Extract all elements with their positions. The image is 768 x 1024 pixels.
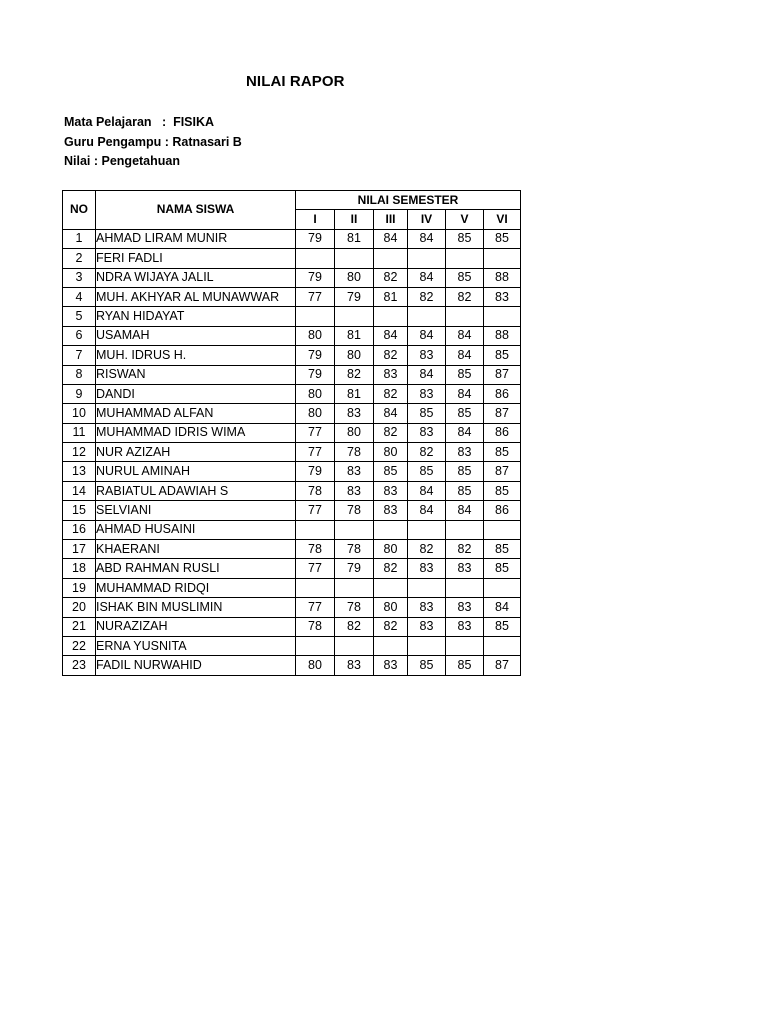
score-cell: 77: [296, 598, 335, 617]
score-cell: 78: [296, 617, 335, 636]
score-cell: 79: [335, 287, 374, 306]
score-cell: [484, 520, 521, 539]
table-row: [63, 384, 521, 403]
table-row: [63, 346, 521, 365]
score-cell: 85: [484, 559, 521, 578]
score-cell: 80: [374, 598, 408, 617]
table-row: [63, 598, 521, 617]
header-semester-col: VI: [484, 210, 521, 229]
score-cell: 88: [484, 268, 521, 287]
score-cell: 82: [446, 287, 484, 306]
score-cell: [446, 636, 484, 655]
table-header-row: [63, 191, 521, 210]
row-number: 21: [63, 617, 96, 636]
grades-table-body: [63, 229, 521, 675]
score-cell: 79: [296, 365, 335, 384]
student-name: FADIL NURWAHID: [96, 656, 296, 675]
student-name: RABIATUL ADAWIAH S: [96, 481, 296, 500]
header-semester-col: I: [296, 210, 335, 229]
table-row: [63, 462, 521, 481]
score-cell: 87: [484, 365, 521, 384]
student-name: ERNA YUSNITA: [96, 636, 296, 655]
score-cell: 83: [374, 501, 408, 520]
student-name: MUHAMMAD RIDQI: [96, 578, 296, 597]
score-cell: 78: [335, 501, 374, 520]
row-number: 7: [63, 346, 96, 365]
score-cell: [296, 578, 335, 597]
score-cell: [296, 520, 335, 539]
student-name: MUH. IDRUS H.: [96, 346, 296, 365]
score-cell: 82: [335, 617, 374, 636]
score-cell: 84: [446, 384, 484, 403]
student-name: NURUL AMINAH: [96, 462, 296, 481]
score-cell: 87: [484, 656, 521, 675]
score-cell: 84: [374, 404, 408, 423]
table-row: [63, 481, 521, 500]
score-cell: 85: [446, 404, 484, 423]
table-row: [63, 229, 521, 248]
row-number: 16: [63, 520, 96, 539]
score-cell: 82: [335, 365, 374, 384]
score-cell: 80: [335, 346, 374, 365]
row-number: 5: [63, 307, 96, 326]
score-cell: 80: [296, 656, 335, 675]
score-cell: 85: [446, 481, 484, 500]
row-number: 23: [63, 656, 96, 675]
score-cell: [296, 636, 335, 655]
score-cell: 85: [484, 481, 521, 500]
row-number: 13: [63, 462, 96, 481]
table-row: [63, 365, 521, 384]
header-semester-col: IV: [408, 210, 446, 229]
score-cell: 83: [484, 287, 521, 306]
table-row: [63, 443, 521, 462]
score-cell: 85: [408, 656, 446, 675]
score-cell: 87: [484, 462, 521, 481]
student-name: NUR AZIZAH: [96, 443, 296, 462]
score-cell: 78: [296, 540, 335, 559]
score-cell: 84: [408, 365, 446, 384]
score-cell: 77: [296, 501, 335, 520]
row-number: 1: [63, 229, 96, 248]
score-cell: 80: [335, 268, 374, 287]
score-cell: 86: [484, 501, 521, 520]
score-cell: 85: [408, 462, 446, 481]
score-cell: 85: [484, 346, 521, 365]
student-name: AHMAD HUSAINI: [96, 520, 296, 539]
row-number: 17: [63, 540, 96, 559]
subject-line: Mata Pelajaran : FISIKA: [64, 115, 215, 129]
score-cell: 84: [446, 423, 484, 442]
student-name: FERI FADLI: [96, 249, 296, 268]
score-cell: 79: [296, 229, 335, 248]
score-cell: 77: [296, 287, 335, 306]
score-cell: [374, 307, 408, 326]
score-cell: [446, 520, 484, 539]
score-cell: [484, 307, 521, 326]
row-number: 4: [63, 287, 96, 306]
table-row: [63, 287, 521, 306]
score-cell: 80: [374, 443, 408, 462]
score-cell: 84: [408, 326, 446, 345]
score-cell: 85: [374, 462, 408, 481]
score-cell: 84: [408, 268, 446, 287]
score-cell: 84: [374, 326, 408, 345]
score-cell: 83: [408, 598, 446, 617]
score-cell: 81: [335, 326, 374, 345]
student-name: SELVIANI: [96, 501, 296, 520]
score-cell: [335, 578, 374, 597]
score-cell: 82: [374, 559, 408, 578]
score-cell: 78: [296, 481, 335, 500]
score-cell: 80: [374, 540, 408, 559]
score-cell: [484, 636, 521, 655]
row-number: 15: [63, 501, 96, 520]
student-name: NURAZIZAH: [96, 617, 296, 636]
score-cell: 77: [296, 443, 335, 462]
score-cell: 84: [484, 598, 521, 617]
score-cell: 79: [335, 559, 374, 578]
row-number: 6: [63, 326, 96, 345]
student-name: RISWAN: [96, 365, 296, 384]
score-cell: 84: [408, 481, 446, 500]
student-name: ABD RAHMAN RUSLI: [96, 559, 296, 578]
score-cell: 82: [374, 423, 408, 442]
header-semester: NILAI SEMESTER: [296, 191, 521, 210]
score-cell: 83: [408, 617, 446, 636]
score-cell: [446, 307, 484, 326]
score-cell: 80: [296, 384, 335, 403]
score-cell: [408, 636, 446, 655]
score-cell: 85: [446, 656, 484, 675]
score-cell: [296, 307, 335, 326]
score-cell: 85: [484, 443, 521, 462]
header-semester-col: V: [446, 210, 484, 229]
score-cell: 85: [446, 229, 484, 248]
score-cell: [374, 249, 408, 268]
score-cell: [335, 307, 374, 326]
table-row: [63, 559, 521, 578]
score-cell: 85: [484, 540, 521, 559]
score-cell: 82: [374, 617, 408, 636]
score-cell: 81: [335, 384, 374, 403]
score-cell: 82: [374, 268, 408, 287]
score-cell: 85: [446, 462, 484, 481]
table-row: [63, 249, 521, 268]
student-name: DANDI: [96, 384, 296, 403]
score-cell: 84: [374, 229, 408, 248]
score-cell: 84: [446, 326, 484, 345]
score-cell: 78: [335, 598, 374, 617]
row-number: 9: [63, 384, 96, 403]
student-name: MUHAMMAD ALFAN: [96, 404, 296, 423]
student-name: RYAN HIDAYAT: [96, 307, 296, 326]
table-row: [63, 520, 521, 539]
score-cell: 85: [484, 617, 521, 636]
student-name: MUHAMMAD IDRIS WIMA: [96, 423, 296, 442]
score-cell: 84: [446, 501, 484, 520]
score-cell: 84: [446, 346, 484, 365]
table-row: [63, 656, 521, 675]
score-cell: [408, 578, 446, 597]
row-number: 2: [63, 249, 96, 268]
score-cell: 83: [408, 423, 446, 442]
row-number: 8: [63, 365, 96, 384]
table-row: [63, 540, 521, 559]
score-cell: 81: [374, 287, 408, 306]
row-number: 14: [63, 481, 96, 500]
score-cell: 87: [484, 404, 521, 423]
table-row: [63, 307, 521, 326]
score-cell: 85: [446, 365, 484, 384]
score-cell: 83: [374, 481, 408, 500]
score-cell: [374, 520, 408, 539]
score-cell: 83: [408, 346, 446, 365]
score-cell: [374, 636, 408, 655]
score-cell: 78: [335, 540, 374, 559]
header-name: NAMA SISWA: [96, 191, 296, 230]
table-row: [63, 404, 521, 423]
score-cell: 85: [446, 268, 484, 287]
score-cell: 79: [296, 462, 335, 481]
score-cell: 84: [408, 229, 446, 248]
score-cell: 83: [335, 656, 374, 675]
score-cell: 79: [296, 268, 335, 287]
score-cell: 78: [335, 443, 374, 462]
table-row: [63, 617, 521, 636]
score-cell: 79: [296, 346, 335, 365]
header-semester-col: II: [335, 210, 374, 229]
score-cell: 82: [408, 540, 446, 559]
table-row: [63, 326, 521, 345]
student-name: KHAERANI: [96, 540, 296, 559]
table-row: [63, 268, 521, 287]
grade-type-line: Nilai : Pengetahuan: [64, 154, 180, 168]
row-number: 18: [63, 559, 96, 578]
score-cell: 86: [484, 423, 521, 442]
student-name: USAMAH: [96, 326, 296, 345]
score-cell: 83: [446, 443, 484, 462]
student-name: MUH. AKHYAR AL MUNAWWAR: [96, 287, 296, 306]
score-cell: 82: [446, 540, 484, 559]
score-cell: 83: [374, 656, 408, 675]
score-cell: 80: [296, 326, 335, 345]
score-cell: [408, 520, 446, 539]
score-cell: 77: [296, 559, 335, 578]
score-cell: [408, 307, 446, 326]
score-cell: 83: [446, 559, 484, 578]
score-cell: 83: [446, 598, 484, 617]
row-number: 12: [63, 443, 96, 462]
score-cell: 84: [408, 501, 446, 520]
header-semester-col: III: [374, 210, 408, 229]
score-cell: 83: [335, 462, 374, 481]
score-cell: 82: [408, 287, 446, 306]
score-cell: [335, 520, 374, 539]
score-cell: 80: [335, 423, 374, 442]
score-cell: 83: [446, 617, 484, 636]
score-cell: 83: [374, 365, 408, 384]
score-cell: [446, 249, 484, 268]
header-no: NO: [63, 191, 96, 230]
row-number: 10: [63, 404, 96, 423]
score-cell: 82: [374, 384, 408, 403]
table-row: [63, 578, 521, 597]
row-number: 19: [63, 578, 96, 597]
grades-table: [62, 190, 521, 676]
page-title: NILAI RAPOR: [246, 73, 345, 90]
score-cell: [335, 249, 374, 268]
student-name: NDRA WIJAYA JALIL: [96, 268, 296, 287]
score-cell: [408, 249, 446, 268]
row-number: 11: [63, 423, 96, 442]
score-cell: 83: [408, 384, 446, 403]
teacher-line: Guru Pengampu : Ratnasari B: [64, 135, 242, 149]
score-cell: 82: [374, 346, 408, 365]
student-name: AHMAD LIRAM MUNIR: [96, 229, 296, 248]
row-number: 3: [63, 268, 96, 287]
score-cell: [484, 249, 521, 268]
score-cell: 80: [296, 404, 335, 423]
table-row: [63, 636, 521, 655]
score-cell: 85: [484, 229, 521, 248]
score-cell: 77: [296, 423, 335, 442]
score-cell: 83: [335, 404, 374, 423]
score-cell: 82: [408, 443, 446, 462]
table-row: [63, 423, 521, 442]
score-cell: 88: [484, 326, 521, 345]
score-cell: [335, 636, 374, 655]
score-cell: 83: [408, 559, 446, 578]
score-cell: [296, 249, 335, 268]
row-number: 22: [63, 636, 96, 655]
score-cell: [374, 578, 408, 597]
score-cell: 83: [335, 481, 374, 500]
score-cell: 81: [335, 229, 374, 248]
score-cell: [446, 578, 484, 597]
score-cell: 85: [408, 404, 446, 423]
score-cell: [484, 578, 521, 597]
table-row: [63, 501, 521, 520]
score-cell: 86: [484, 384, 521, 403]
row-number: 20: [63, 598, 96, 617]
student-name: ISHAK BIN MUSLIMIN: [96, 598, 296, 617]
